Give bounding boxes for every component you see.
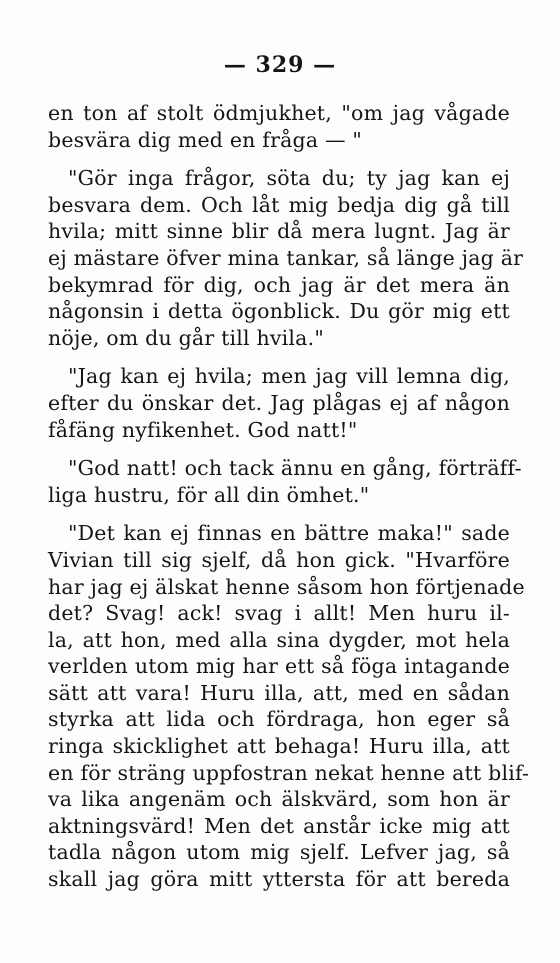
text-line: det? Svag! ack! svag i allt! Men huru il- [48,601,510,626]
text-line: besvära dig med en fråga — " [48,127,363,152]
text-line: fåfäng nyfikenhet. God natt!" [48,417,358,442]
text-line: hvila; mitt sinne blir då mera lugnt. Jag är [48,219,510,244]
body-text [48,100,530,905]
text-line: "Det kan ej finnas en bättre maka!" sade [68,521,510,546]
text-line: en för sträng uppfostran nekat henne att blif- [48,760,530,785]
text-line: la, att hon, med alla sina dygder, mot hela [48,627,510,652]
text-line: styrka att lida och fördraga, hon eger så [48,707,510,732]
text-line: någonsin i detta ögonblick. Du gör mig ett [48,299,510,324]
paragraph [48,520,530,892]
text-line: va lika angenäm och älskvärd, som hon är [48,787,510,812]
text-line: "Gör inga frågor, söta du; ty jag kan ej [68,166,510,191]
paragraph [48,363,510,443]
paragraph [48,455,522,508]
text-line: verlden utom mig har ett så föga intagande [48,654,510,679]
page-number: — 329 — [223,52,337,78]
text-line: har jag ej älskat henne såsom hon förtjenade [48,574,525,599]
text-line: aktningsvärd! Men det anstår icke mig att [48,813,510,838]
text-line: efter du önskar det. Jag plågas ej af någon [48,390,510,415]
text-line: Vivian till sig sjelf, då hon gick. "Hvarföre [48,547,510,572]
text-line: besvara dem. Och låt mig bedja dig gå till [48,192,510,217]
text-line: liga hustru, för all din ömhet." [48,482,370,507]
text-line: bekymrad för dig, och jag är det mera än [48,272,510,297]
text-line: nöje, om du går till hvila." [48,325,324,350]
text-line: skall jag göra mitt yttersta för att bereda [48,867,510,892]
paragraph [48,100,510,153]
text-line: ej mästare öfver mina tankar, så länge jag är [48,245,524,270]
text-line: "Jag kan ej hvila; men jag vill lemna dig, [68,364,510,389]
paragraph [48,165,524,351]
text-line: "God natt! och tack ännu en gång, förträff- [68,456,522,481]
text-line: ringa skicklighet att behaga! Huru illa, att [48,734,510,759]
text-line: en ton af stolt ödmjukhet, "om jag vågade [48,101,510,125]
text-line: tadla någon utom mig sjelf. Lefver jag, så [48,840,510,865]
text-line: sätt att vara! Huru illa, att, med en sådan [48,680,510,705]
